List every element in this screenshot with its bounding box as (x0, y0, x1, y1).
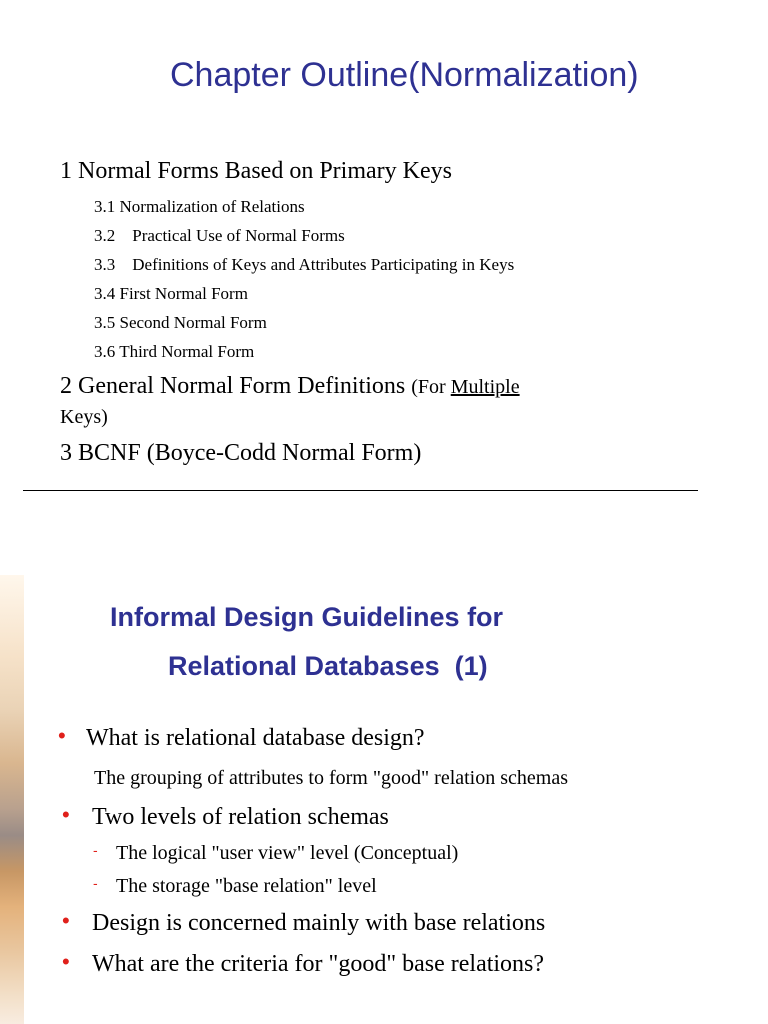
outline-subitem-3-1: 3.1 Normalization of Relations (94, 197, 305, 216)
outline-item-2-line2: Keys) (60, 406, 108, 428)
slide2-title-line2: Relational Databases (1) (168, 651, 488, 681)
bullet-3: Design is concerned mainly with base relations (92, 910, 546, 936)
slide2-background-strip (0, 575, 24, 1024)
outline-subitem-3-3 (94, 255, 514, 275)
bullet-icon: • (58, 723, 66, 748)
bullet-2: Two levels of relation schemas (92, 804, 389, 830)
dash-icon: - (93, 875, 98, 891)
outline-item-2 (60, 373, 520, 400)
outline-item-2-main: 2 General Normal Form Definitions (60, 373, 406, 399)
bullet-icon: • (62, 802, 70, 827)
sub-bullet-1: The logical "user view" level (Conceptual) (116, 842, 459, 864)
bullet-icon: • (62, 908, 70, 933)
bullet-4: What are the criteria for "good" base relations? (92, 951, 545, 977)
dash-icon: - (93, 842, 98, 858)
outline-subitem-3-2 (94, 226, 345, 246)
outline-subitem-3-3-text: 3.3 Definitions of Keys and Attributes Participating in Keys (94, 255, 515, 274)
outline-subitem-3-5: 3.5 Second Normal Form (94, 313, 267, 332)
outline-subitem-3-4: 3.4 First Normal Form (94, 284, 248, 303)
slide-divider (23, 490, 698, 491)
outline-subitem-3-6: 3.6 Third Normal Form (94, 342, 255, 361)
outline-item-2-underlined: Multiple (450, 376, 520, 398)
slide1-title: Chapter Outline(Normalization) (170, 56, 639, 94)
bullet-1-detail: The grouping of attributes to form "good" relation schemas (94, 767, 568, 789)
outline-item-1: 1 Normal Forms Based on Primary Keys (60, 158, 452, 184)
outline-item-2-paren: (For (411, 376, 451, 398)
outline-subitem-3-2-text: 3.2 Practical Use of Normal Forms (94, 226, 345, 245)
slide2-title-line1: Informal Design Guidelines for (110, 602, 504, 632)
bullet-1: What is relational database design? (86, 725, 425, 751)
bullet-icon: • (62, 949, 70, 974)
outline-item-3: 3 BCNF (Boyce-Codd Normal Form) (60, 440, 422, 466)
sub-bullet-2: The storage "base relation" level (116, 875, 377, 897)
